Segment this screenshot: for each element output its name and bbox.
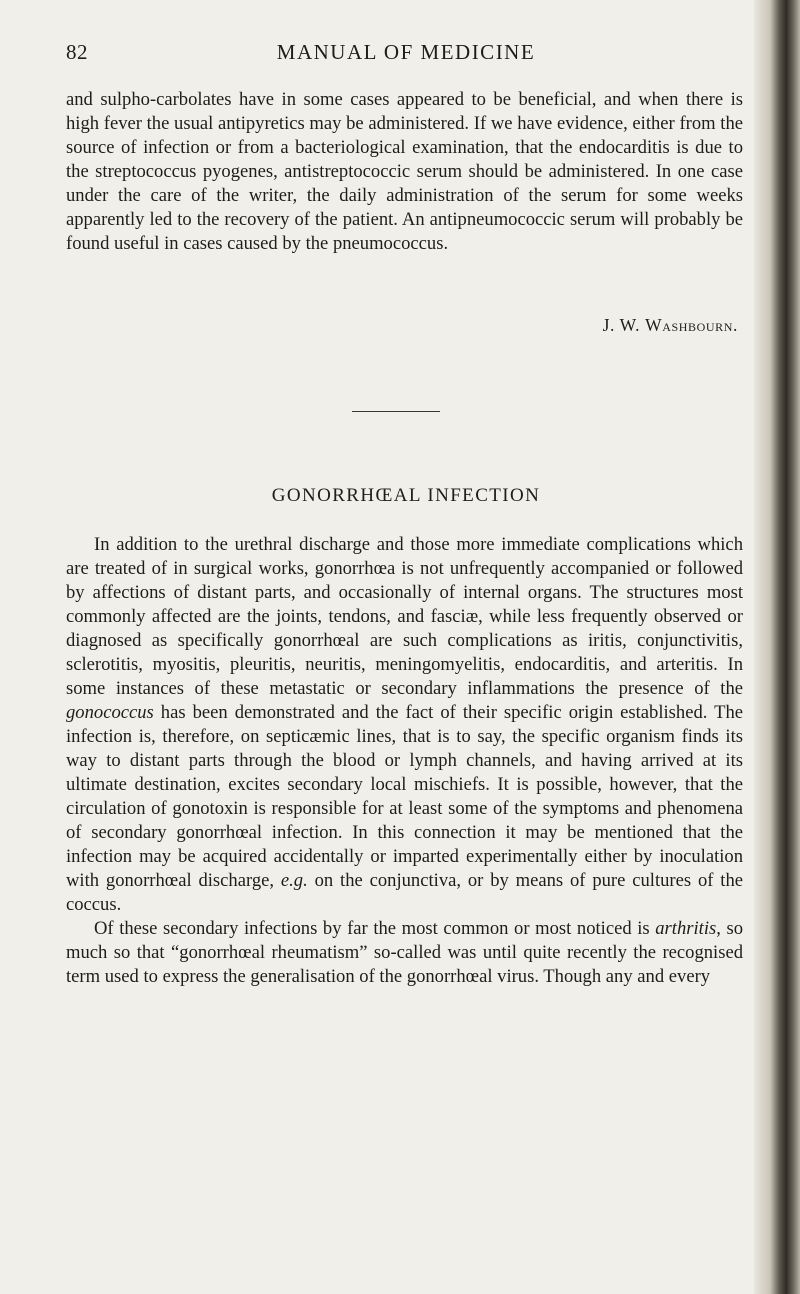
section-heading: GONORRHŒAL INFECTION [271, 485, 541, 506]
eg-italic: e.g. [280, 870, 308, 891]
section-divider [352, 411, 440, 412]
running-title: MANUAL OF MEDICINE [276, 40, 536, 64]
continuation-paragraph: and sulpho-carbolates have in some cases appeared to be beneficial, and when there is high fever the usual antipyretics may be administered. If we have evidence, either from the source of infection or from a bacteriological examination, that the endocarditis is due to the streptococcus pyogenes, antistreptococcic serum should be administered. In one case under the care of the writer, the daily administration of the serum for some weeks apparently led to the recovery of the patient. An antipneumococcic serum will probably be found useful in cases caused by the pneumococcus. [66, 89, 743, 254]
signature-initials: J. W. [602, 315, 641, 335]
gonococcus-italic: gonococcus [66, 702, 154, 723]
body-paragraph [66, 533, 743, 917]
author-signature [603, 315, 738, 336]
running-head [66, 40, 746, 70]
paragraph-2-text-a: Of these secondary infections by far the most common or most noticed is [94, 918, 650, 939]
page-gutter-shadow [754, 0, 800, 1294]
body-paragraph [66, 917, 743, 989]
paragraph-1-text-c: on the conjunctiva, or by means of pure cultures of the coccus. [66, 870, 743, 915]
arthritis-italic: arthritis [655, 918, 717, 939]
paragraph-2-text-b: , so much so that “gonorrhœal rheumatism” so-called was until quite recently the recognised term used to express the generalisation of the gonorrhœal virus. Though any and every [66, 918, 743, 987]
paragraph-1-text-b: has been demonstrated and the fact of their specific origin established. The infection is, therefore, on septicæmic lines, that is to say, the specific organism finds its way to distant parts through the blood or lymph channels, and having arrived at its ultimate destination, excites secondary local mischiefs. It is possible, however, that the circulation of gonotoxin is responsible for at least some of the symptoms and phenomena of secondary gonorrhœal infection. In this connection it may be mentioned that the infection may be acquired accidentally or imparted experimentally either by inoculation with gonorrhœal discharge, [66, 702, 743, 891]
page-number: 82 [66, 40, 88, 64]
signature-surname: Washbourn. [645, 315, 738, 335]
paragraph-1-text-a: In addition to the urethral discharge and those more immediate complications which are treated of in surgical works, gonorrhœa is not unfrequently accompanied or followed by affections of distant parts, and occasionally of internal organs. The structures most commonly affected are the joints, tendons, and fasciæ, while less frequently observed or diagnosed as specifically gonorrhœal are such complications as iritis, conjunctivitis, sclerotitis, myositis, pleuritis, neuritis, meningomyelitis, endocarditis, and arteritis. In some instances of these metastatic or secondary inflammations the presence of the [66, 534, 743, 699]
section-body [66, 533, 743, 989]
